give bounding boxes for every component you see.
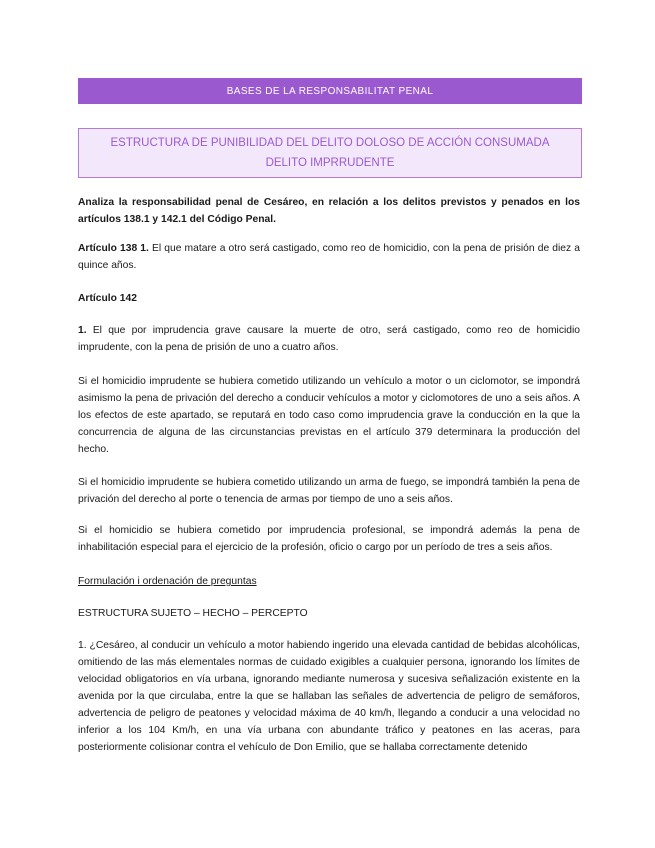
structure-label: ESTRUCTURA SUJETO – HECHO – PERCEPTO xyxy=(78,608,308,619)
article-138-text: El que matare a otro será castigado, como reo de homicidio, con la pena de prisión de diez a quince años. xyxy=(78,243,580,271)
article-138-label: Artículo 138 1. xyxy=(78,243,149,254)
title-box xyxy=(78,128,582,178)
formulation-heading: Formulación i ordenación de preguntas xyxy=(78,576,257,587)
title-line-1: ESTRUCTURA DE PUNIBILIDAD DEL DELITO DOLOSO DE ACCIÓN CONSUMADA xyxy=(110,137,550,149)
article-142-paragraph-4: Si el homicidio se hubiera cometido por imprudencia profesional, se impondrá además la pena de inhabilitación especial para el ejercicio de la profesión, oficio o cargo por un período de tres a seis años. xyxy=(78,525,580,553)
banner-text: BASES DE LA RESPONSABILITAT PENAL xyxy=(226,85,434,97)
article-142-p1-number: 1. xyxy=(78,325,87,336)
question-1-paragraph: 1. ¿Cesáreo, al conducir un vehículo a motor habiendo ingerido una elevada cantidad de bebidas alcohólicas, omitiendo de las más elementales normas de cuidado exigibles a cualquier persona, ignorando los límites de velocidad obligatorios en vía urbana, ignorando mediante numerosa y sucesiva señalización existente en la avenida por la que circulaba, entre la que se hallaban las señales de advertencia de peligro de semáforos, advertencia de peligro de peatones y velocidad máxima de 40 km/h, llegando a conducir a una velocidad no inferior a los 104 Km/h, en una vía urbana con abundante tráfico y peatones en las aceras, para posteriormente colisionar contra el vehículo de Don Emilio, que se hallaba correctamente detenido xyxy=(78,640,580,753)
title-line-2: DELITO IMPRRUDENTE xyxy=(265,157,395,169)
article-142-p1-text: El que por imprudencia grave causare la muerte de otro, será castigado, como reo de homicidio imprudente, con la pena de prisión de uno a cuatro años. xyxy=(78,325,580,353)
article-138-paragraph xyxy=(78,240,580,274)
article-142-paragraph-3: Si el homicidio imprudente se hubiera cometido utilizando un arma de fuego, se impondrá también la pena de privación del derecho al porte o tenencia de armas por tiempo de uno a seis años. xyxy=(78,477,580,505)
article-142-paragraph-2: Si el homicidio imprudente se hubiera cometido utilizando un vehículo a motor o un ciclomotor, se impondrá asimismo la pena de privación del derecho a conducir vehículos a motor y ciclomotores de uno a seis años. A los efectos de este apartado, se reputará en todo caso como imprudencia grave la conducción en la que la concurrencia de alguna de las circunstancias previstas en el artículo 379 determinara la producción del hecho. xyxy=(78,376,580,455)
article-142-heading: Artículo 142 xyxy=(78,293,137,304)
section-banner xyxy=(78,78,582,104)
article-142-paragraph-1 xyxy=(78,322,580,356)
question-prompt: Analiza la responsabilidad penal de Cesáreo, en relación a los delitos previstos y penados en los artículos 138.1 y 142.1 del Código Penal. xyxy=(78,197,580,225)
